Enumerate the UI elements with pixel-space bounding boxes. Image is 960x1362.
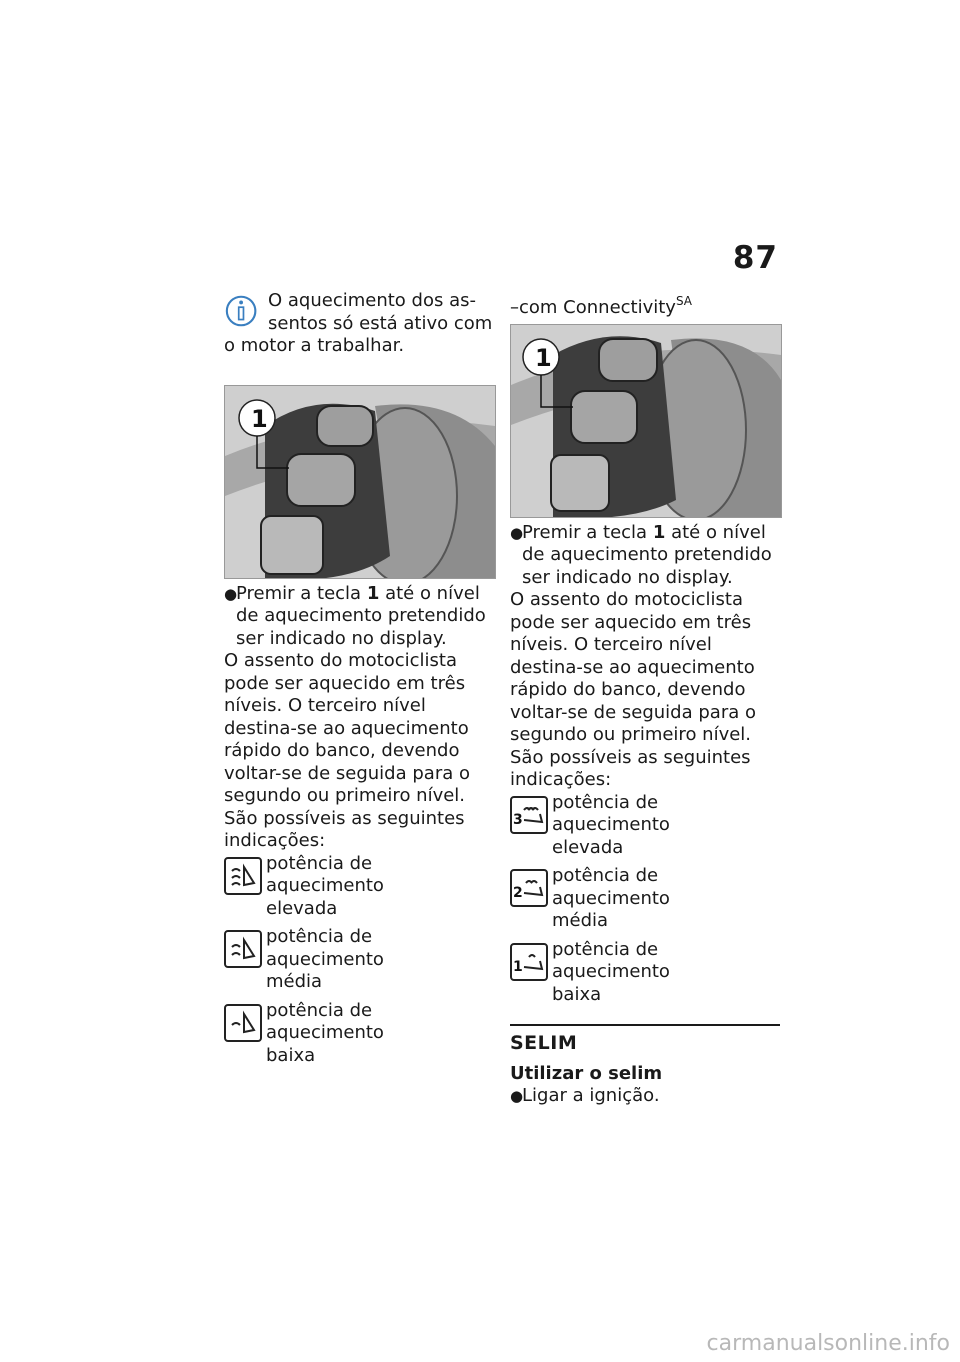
svg-text:1: 1 bbox=[513, 958, 523, 975]
key-number: 1 bbox=[652, 521, 666, 543]
figure-callout-number: 1 bbox=[535, 343, 552, 372]
bullet-icon: ● bbox=[224, 584, 238, 603]
svg-text:3: 3 bbox=[513, 811, 523, 828]
left-column bbox=[224, 290, 494, 1073]
right-column bbox=[510, 290, 780, 1108]
seat-heat-high-icon bbox=[224, 857, 262, 895]
option-connectivity: –com Connectivity$^{SA}$ bbox=[510, 294, 693, 318]
indicator-level-1: 1 potência de aquecimento baixa bbox=[510, 939, 780, 1007]
indicator-high: potência de aquecimento elevada bbox=[224, 853, 494, 921]
seat-heat-level-3-icon bbox=[510, 796, 548, 834]
subsection-title: Utilizar o selim bbox=[510, 1062, 663, 1084]
page-number: 87 bbox=[732, 240, 778, 276]
key-number: 1 bbox=[366, 582, 380, 604]
seat-heat-level-1-icon bbox=[510, 943, 548, 981]
seat-heat-low-icon bbox=[224, 1004, 262, 1042]
indicator-level-2: 2 potência de aquecimento média bbox=[510, 865, 780, 933]
step-press-key: ● Premir a tecla 1 até o nível de aquecimento pretendido ser indicado no display. bbox=[510, 521, 772, 588]
step-ignition: ● Ligar a ignição. bbox=[510, 1085, 660, 1106]
indicator-low: potência de aquecimento baixa bbox=[224, 1000, 494, 1068]
step-press-key: ● Premir a tecla 1 até o nível de aquecimento pretendido ser indicado no display. bbox=[224, 582, 486, 649]
section-title: SELIM bbox=[510, 1032, 578, 1054]
info-note bbox=[224, 290, 494, 358]
indicator-medium: potência de aquecimento média bbox=[224, 926, 494, 994]
handlebar-switch-figure bbox=[224, 385, 496, 579]
seat-heat-level-2-icon bbox=[510, 869, 548, 907]
description-text: O assento do motociclista pode ser aquecido em três níveis. O terceiro nível destina-se ao aquecimento rápido do banco, devendo voltar-se de seguida para o segundo ou primeiro nível. São possíveis as seguintes indicações: bbox=[224, 650, 470, 851]
watermark: carmanualsonline.info bbox=[706, 1331, 950, 1356]
section-divider bbox=[510, 1024, 780, 1026]
svg-text:2: 2 bbox=[513, 885, 523, 901]
handlebar-switch-connectivity-figure bbox=[510, 324, 782, 518]
description-text: O assento do motociclista pode ser aquecido em três níveis. O terceiro nível destina-se ao aquecimento rápido do banco, devendo voltar-se de seguida para o segundo ou primeiro nível. São possíveis as seguintes indicações: bbox=[510, 589, 756, 790]
seat-heat-medium-icon bbox=[224, 930, 262, 968]
bullet-icon: ● bbox=[510, 1087, 524, 1105]
bullet-icon: ● bbox=[510, 523, 524, 542]
info-icon bbox=[224, 292, 262, 330]
figure-callout-number: 1 bbox=[251, 404, 268, 433]
note-text: O aquecimento dos as- sentos só está ativo com o motor a trabalhar. bbox=[224, 290, 493, 356]
indicator-level-3: 3 potência de aquecimento elevada bbox=[510, 792, 780, 860]
